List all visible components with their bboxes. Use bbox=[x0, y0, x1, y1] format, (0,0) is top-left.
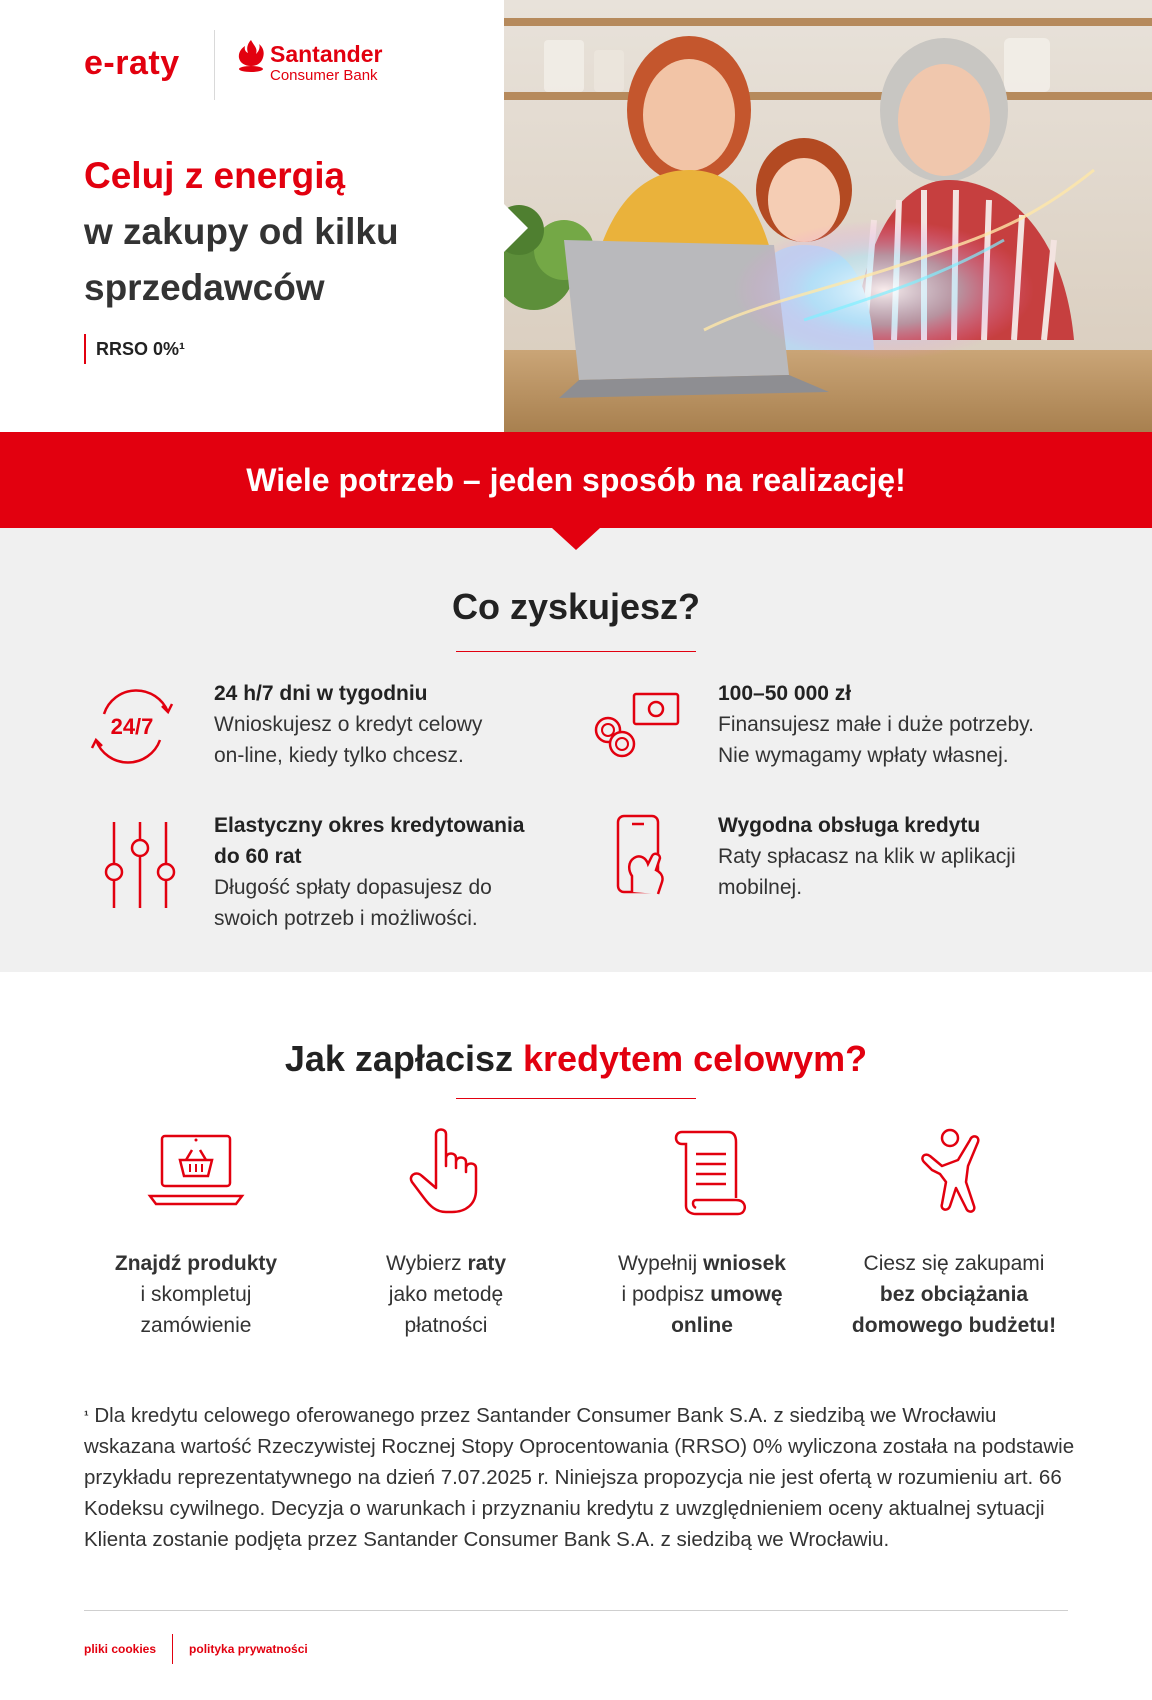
step-text-line1b: raty bbox=[467, 1252, 507, 1275]
benefit-24-7 bbox=[84, 678, 524, 778]
hero-left bbox=[0, 0, 504, 432]
benefit-head: Elastyczny okres kredytowania do 60 rat bbox=[214, 814, 525, 868]
footnote-marker: ¹ bbox=[84, 1407, 89, 1423]
privacy-link[interactable]: polityka prywatności bbox=[189, 1642, 308, 1656]
benefit-amount bbox=[586, 678, 1034, 778]
benefits-title: Co zyskujesz? bbox=[451, 586, 701, 627]
step-text bbox=[326, 1248, 566, 1341]
benefit-text bbox=[718, 678, 1058, 771]
step-find-products bbox=[76, 1126, 316, 1341]
step-text-line1: Ciesz się zakupami bbox=[863, 1252, 1045, 1275]
step-text bbox=[834, 1248, 1074, 1341]
banner-arrow bbox=[552, 528, 600, 550]
step-text bbox=[76, 1248, 316, 1341]
step-text-line1a: Wypełnij bbox=[618, 1252, 704, 1275]
document-icon bbox=[652, 1126, 752, 1216]
money-icon bbox=[586, 678, 682, 774]
santander-sub: Consumer Bank bbox=[270, 67, 378, 84]
family-laptop-illustration bbox=[504, 0, 1152, 432]
pointer-hand-icon bbox=[396, 1126, 496, 1216]
steps-title-underline bbox=[456, 1098, 696, 1099]
step-text-line3: online bbox=[671, 1314, 733, 1337]
step-text-line2: bez obciążania bbox=[879, 1283, 1029, 1306]
step-text-line2b: umowę bbox=[710, 1283, 783, 1306]
benefit-text bbox=[214, 678, 554, 771]
footer-links bbox=[84, 1634, 308, 1664]
santander-logo[interactable] bbox=[236, 38, 406, 88]
cookies-link[interactable]: pliki cookies bbox=[84, 1642, 157, 1656]
step-text-line2: jako metodę bbox=[388, 1283, 504, 1306]
benefit-service bbox=[586, 810, 1026, 910]
benefit-body: Raty spłacasz na klik w aplikacji mobilnej. bbox=[718, 845, 1016, 899]
footnote-text: Dla kredytu celowego oferowanego przez Santander Consumer Bank S.A. z siedzibą we Wrocławiu wskazana wartość Rzeczywistej Rocznej Stopy Oprocentowania (RRSO) 0% wyliczona została na podstawie przykładu reprezentatywnego na dzień 7.07.2025 r. Niniejsza propozycja nie jest ofertą w rozumieniu art. 66 Kodeksu cywilnego. Decyzja o warunkach i przyznaniu kredytu z uwzględnieniem oceny aktualnej sytuacji Klienta zostanie podjęta przez Santander Consumer Bank S.A. z siedzibą we Wrocławiu. bbox=[84, 1404, 1075, 1551]
hero-photo bbox=[504, 0, 1152, 432]
steps-title bbox=[0, 1038, 1152, 1080]
step-text-line3: domowego budżetu! bbox=[851, 1314, 1057, 1337]
hero-title-line1: Celuj z energią bbox=[84, 155, 346, 196]
step-text-line1b: wniosek bbox=[703, 1252, 786, 1275]
sliders-icon bbox=[84, 816, 180, 912]
step-text-line2a: i podpisz bbox=[621, 1283, 711, 1306]
benefits-section bbox=[0, 528, 1152, 972]
benefit-head: 100–50 000 zł bbox=[718, 682, 852, 705]
happy-person-icon bbox=[904, 1126, 1004, 1216]
footer-link-separator bbox=[172, 1634, 173, 1664]
step-text-line1: Znajdź produkty bbox=[114, 1252, 278, 1275]
benefit-body: Wnioskujesz o kredyt celowy on-line, kiedy tylko chcesz. bbox=[214, 713, 483, 767]
step-text-line3: płatności bbox=[404, 1314, 488, 1337]
step-enjoy-shopping bbox=[834, 1126, 1074, 1341]
hero-notch bbox=[504, 204, 528, 252]
hero-title-line2: w zakupy od kilku bbox=[84, 211, 399, 252]
santander-flame-icon bbox=[236, 38, 266, 74]
step-choose-installments bbox=[326, 1126, 566, 1341]
hero-section bbox=[0, 0, 1152, 432]
legal-footnote bbox=[84, 1400, 1084, 1555]
benefits-title-underline bbox=[456, 651, 696, 652]
benefit-head: 24 h/7 dni w tygodniu bbox=[214, 682, 428, 705]
steps-title-part2: kredytem celowym? bbox=[523, 1038, 868, 1079]
hero-title-line3: sprzedawców bbox=[84, 267, 325, 308]
logo-divider bbox=[214, 30, 215, 100]
step-text-line1a: Wybierz bbox=[385, 1252, 468, 1275]
benefit-text bbox=[214, 810, 564, 934]
24-7-icon-label: 24/7 bbox=[110, 714, 154, 739]
step-text-line2: i skompletuj bbox=[140, 1283, 252, 1306]
benefit-text bbox=[718, 810, 1058, 903]
eraty-logo[interactable]: e-raty bbox=[84, 44, 180, 82]
step-text-line3: zamówienie bbox=[140, 1314, 252, 1337]
benefit-head: Wygodna obsługa kredytu bbox=[718, 814, 981, 837]
rrso-label: RRSO 0%¹ bbox=[84, 334, 185, 364]
benefit-period bbox=[84, 810, 524, 940]
benefit-body: Długość spłaty dopasujesz do swoich potrzeb i możliwości. bbox=[214, 876, 492, 930]
tagline-banner bbox=[0, 432, 1152, 528]
step-fill-application bbox=[582, 1126, 822, 1341]
benefit-body: Finansujesz małe i duże potrzeby. Nie wymagamy wpłaty własnej. bbox=[718, 713, 1034, 767]
banner-text: Wiele potrzeb – jeden sposób na realizację! bbox=[246, 461, 906, 498]
phone-hand-icon bbox=[586, 810, 682, 906]
hero-title bbox=[84, 148, 399, 316]
santander-name: Santander bbox=[270, 41, 383, 67]
step-text bbox=[582, 1248, 822, 1341]
laptop-basket-icon bbox=[146, 1126, 246, 1216]
steps-title-part1: Jak zapłacisz bbox=[284, 1038, 523, 1079]
24-7-icon bbox=[84, 678, 180, 774]
footer-divider bbox=[84, 1610, 1068, 1611]
